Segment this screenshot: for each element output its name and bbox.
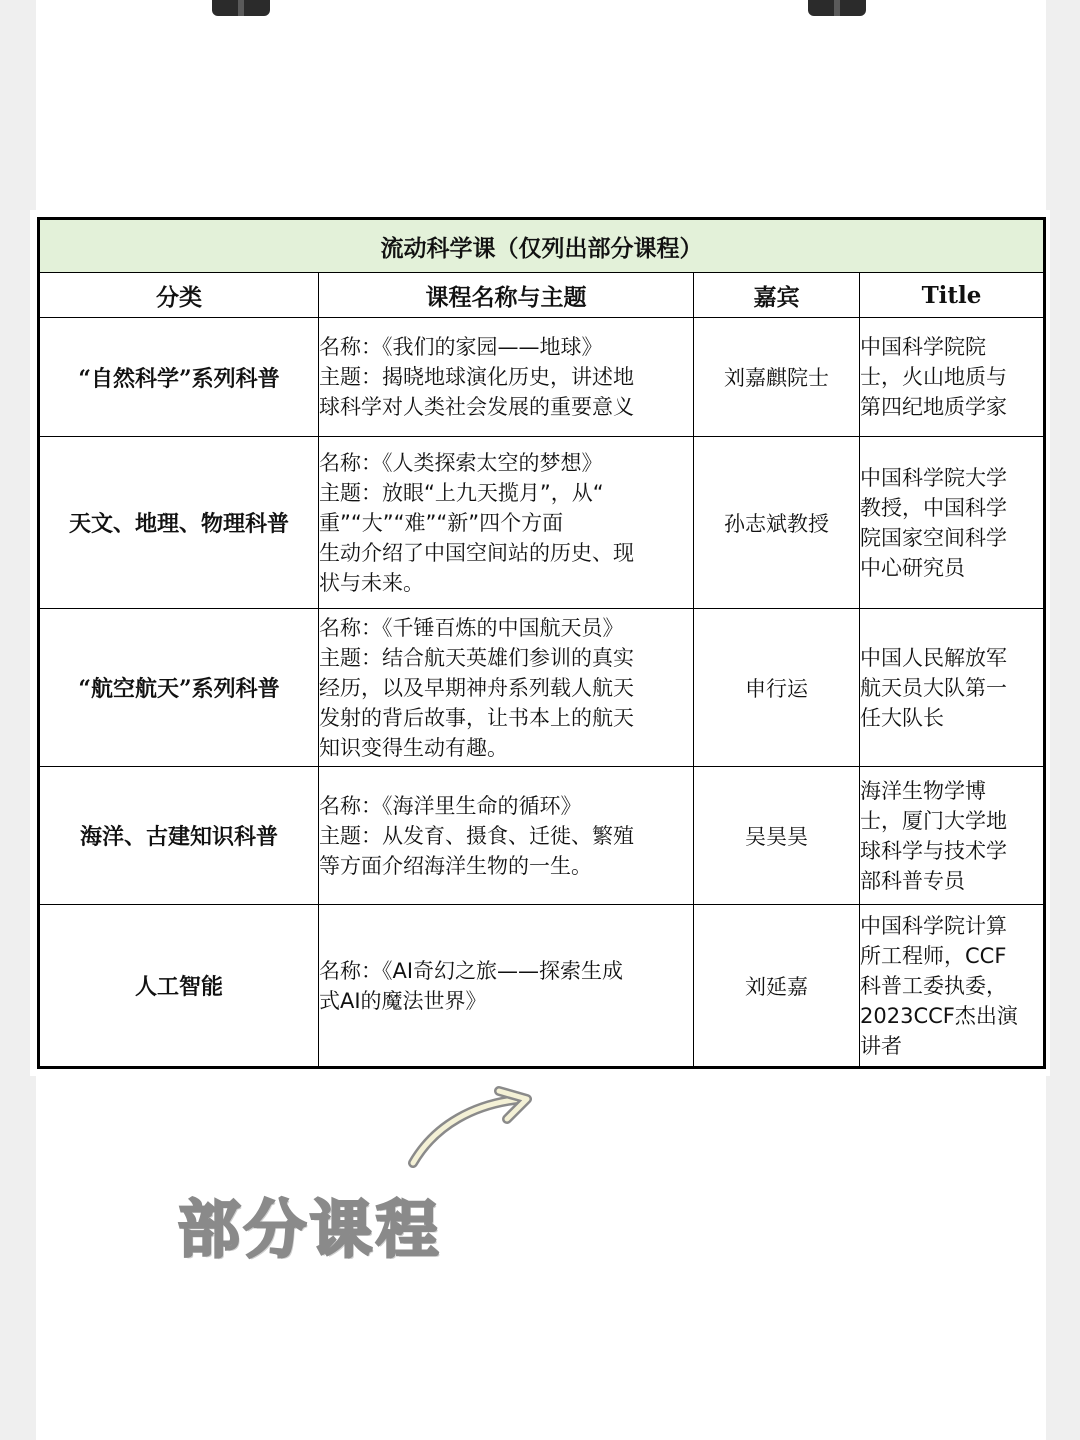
- table-row: [39, 318, 1045, 437]
- header-guest: 嘉宾: [694, 273, 860, 318]
- course-line: 主题：结合航天英雄们参训的真实: [319, 645, 634, 670]
- title-line: 中心研究员: [860, 555, 965, 580]
- title-line: 讲者: [860, 1033, 902, 1058]
- course-line: 名称：《海洋里生命的循环》: [319, 793, 582, 818]
- table-row: [39, 905, 1045, 1068]
- course-line: 名称：《我们的家园——地球》: [319, 335, 603, 359]
- category-cell: “航空航天”系列科普: [39, 609, 319, 767]
- title-line: 海洋生物学博: [860, 778, 986, 803]
- title-line: 中国科学院计算: [860, 913, 1007, 938]
- category-cell: 人工智能: [39, 905, 319, 1068]
- title-line: 任大队长: [860, 705, 944, 730]
- course-table: [37, 217, 1046, 1069]
- title-line: 中国科学院院: [860, 335, 986, 359]
- course-cell: [319, 905, 694, 1068]
- course-line: 主题：揭晓地球演化历史，讲述地: [319, 365, 634, 389]
- title-cell: [860, 905, 1045, 1068]
- guest-cell: 刘嘉麒院士: [694, 318, 860, 437]
- table-row: [39, 437, 1045, 609]
- title-cell: [860, 437, 1045, 609]
- course-cell: [319, 767, 694, 905]
- title-line: 第四纪地质学家: [860, 395, 1007, 419]
- title-line: 教授，中国科学: [860, 495, 1007, 520]
- title-cell: [860, 318, 1045, 437]
- title-cell: [860, 609, 1045, 767]
- category-cell: “自然科学”系列科普: [39, 318, 319, 437]
- guest-cell: 刘延嘉: [694, 905, 860, 1068]
- course-line: 生动介绍了中国空间站的历史、现: [319, 540, 634, 565]
- title-line: 院国家空间科学: [860, 525, 1007, 550]
- course-line: 名称：《AI奇幻之旅——探索生成: [319, 958, 624, 983]
- title-line: 中国人民解放军: [860, 645, 1007, 670]
- course-line: 式AI的魔法世界》: [319, 988, 487, 1013]
- table-row: [39, 767, 1045, 905]
- title-line: 士，厦门大学地: [860, 808, 1007, 833]
- course-line: 知识变得生动有趣。: [319, 735, 508, 760]
- course-line: 名称：《人类探索太空的梦想》: [319, 450, 603, 475]
- title-cell: [860, 767, 1045, 905]
- course-line: 状与未来。: [319, 570, 424, 595]
- course-cell: [319, 609, 694, 767]
- title-line: 部科普专员: [860, 868, 965, 893]
- course-line: 经历，以及早期神舟系列载人航天: [319, 675, 634, 700]
- binder-clip-left: [212, 0, 270, 16]
- course-cell: [319, 318, 694, 437]
- course-line: 等方面介绍海洋生物的一生。: [319, 853, 592, 878]
- header-course: 课程名称与主题: [319, 273, 694, 318]
- binder-clip-right: [808, 0, 866, 16]
- category-cell: 海洋、古建知识科普: [39, 767, 319, 905]
- course-line: 球科学对人类社会发展的重要意义: [319, 395, 634, 419]
- header-row: [39, 273, 1045, 318]
- course-line: 发射的背后故事，让书本上的航天: [319, 705, 634, 730]
- header-category: 分类: [39, 273, 319, 318]
- table-row: [39, 609, 1045, 767]
- guest-cell: 孙志斌教授: [694, 437, 860, 609]
- title-line: 科普工委执委，: [860, 973, 1007, 998]
- title-line: 中国科学院大学: [860, 465, 1007, 490]
- course-line: 主题：放眼“上九天揽月”，从“: [319, 480, 604, 505]
- annotation-text: 部分课程: [178, 1193, 443, 1266]
- category-cell: 天文、地理、物理科普: [39, 437, 319, 609]
- course-line: 主题：从发育、摄食、迁徙、繁殖: [319, 823, 634, 848]
- table-caption: 流动科学课（仅列出部分课程）: [39, 219, 1045, 273]
- title-line: 航天员大队第一: [860, 675, 1007, 700]
- course-line: 重”“大”“难”“新”四个方面: [319, 510, 564, 535]
- title-line: 2023CCF杰出演: [860, 1003, 1018, 1028]
- course-line: 名称：《千锤百炼的中国航天员》: [319, 615, 624, 640]
- course-cell: [319, 437, 694, 609]
- curved-arrow-icon: [395, 1085, 545, 1175]
- title-line: 所工程师，CCF: [860, 943, 1007, 968]
- guest-cell: 申行运: [694, 609, 860, 767]
- title-line: 球科学与技术学: [860, 838, 1007, 863]
- table-caption-row: [39, 219, 1045, 273]
- title-line: 士，火山地质与: [860, 365, 1007, 389]
- guest-cell: 吴昊昊: [694, 767, 860, 905]
- header-title: Title: [860, 273, 1045, 318]
